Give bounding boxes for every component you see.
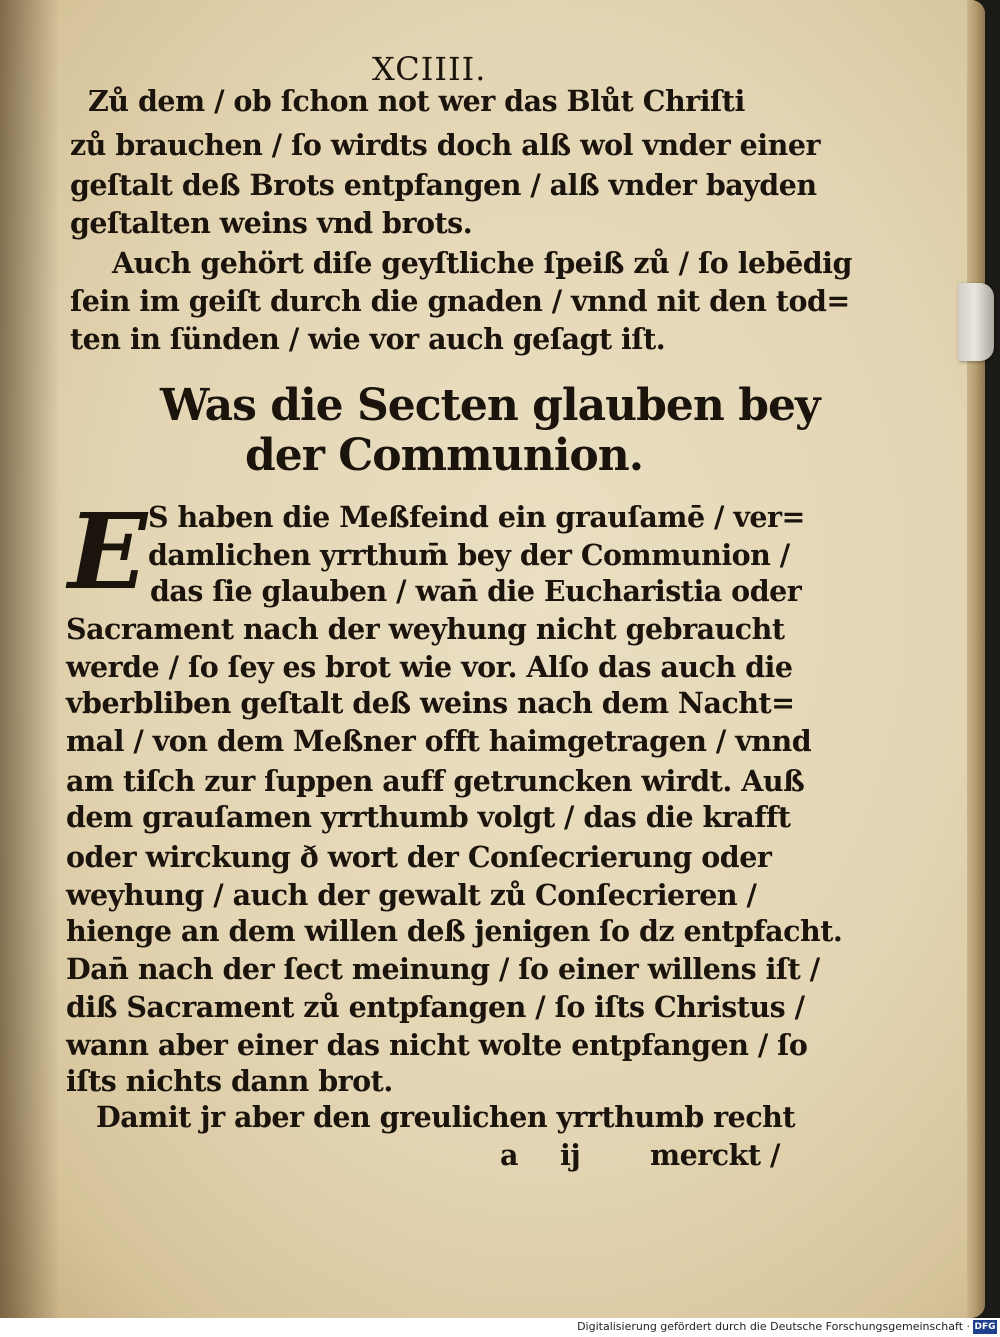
text-line: weyhung / auch der gewalt zů Conſecrieren /: [66, 878, 757, 912]
funding-credit: Digitalisierung gefördert durch die Deutsche Forschungsgemeinschaft ·: [577, 1320, 970, 1333]
text-line: Zů dem / ob ſchon not wer das Blůt Chriſti: [88, 84, 745, 118]
text-line: mal / von dem Meßner offt haimgetragen / vnnd: [66, 724, 812, 758]
text-line: geſtalten weins vnd brots.: [70, 206, 473, 240]
text-line: Sacrament nach der weyhung nicht gebraucht: [66, 612, 785, 646]
signature-mark: ij: [560, 1138, 581, 1172]
page-tab-marker: [958, 283, 994, 361]
text-line: vberbliben geſtalt deß weins nach dem Nacht=: [66, 686, 795, 720]
text-line: damlichen yrrthum̄ bey der Communion /: [148, 538, 790, 572]
decorated-initial: E: [68, 490, 148, 613]
text-line: Auch gehört diſe geyſtliche ſpeiß zů / ſo lebēdig: [112, 246, 852, 280]
section-heading-line1: Was die Secten glauben bey: [160, 380, 820, 431]
text-line: geſtalt deß Brots entpfangen / alß vnder bayden: [70, 168, 817, 202]
text-line: S haben die Meßfeind ein grauſamē / ver=: [148, 500, 805, 534]
text-line: oder wirckung ð wort der Conſecrierung oder: [66, 840, 772, 874]
text-line: dem grauſamen yrrthumb volgt / das die krafft: [66, 800, 791, 834]
text-line: ten in ſünden / wie vor auch geſagt iſt.: [70, 322, 666, 356]
page-edge: [967, 0, 985, 1318]
section-heading-line2: der Communion.: [245, 430, 644, 481]
text-line: ſein im geiſt durch die gnaden / vnnd nit den tod=: [70, 284, 850, 318]
dfg-logo-icon: DFG: [974, 1322, 996, 1332]
text-line: am tiſch zur ſuppen auff getruncken wirdt. Auß: [66, 764, 805, 798]
text-line: werde / ſo ſey es brot wie vor. Alſo das auch die: [66, 650, 793, 684]
text-line: zů brauchen / ſo wirdts doch alß wol vnder einer: [70, 128, 820, 162]
text-line: wann aber einer das nicht wolte entpfangen / ſo: [66, 1028, 808, 1062]
text-line: iſts nichts dann brot.: [66, 1064, 393, 1098]
folio-number: XCIIII.: [372, 50, 487, 88]
catchword: merckt /: [650, 1138, 780, 1172]
text-line: diß Sacrament zů entpfangen / ſo iſts Christus /: [66, 990, 805, 1024]
text-line: Dan̄ nach der ſect meinung / ſo einer willens iſt /: [66, 952, 820, 986]
text-line: Damit jr aber den greulichen yrrthumb recht: [96, 1100, 796, 1134]
text-line: hienge an dem willen deß jenigen ſo dz entpfacht.: [66, 914, 843, 948]
signature-mark: a: [500, 1138, 518, 1172]
text-line: das ſie glauben / wan̄ die Eucharistia oder: [150, 574, 802, 608]
